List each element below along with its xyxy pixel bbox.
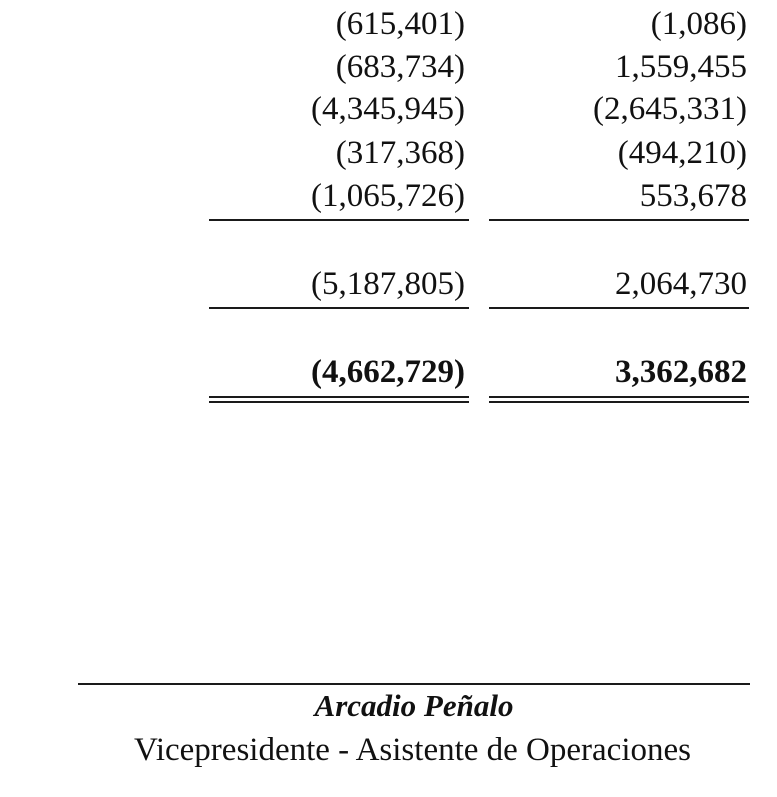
rule-col-1-b bbox=[209, 307, 469, 309]
row-2-col-1: (683,734) bbox=[335, 49, 465, 85]
total-col-1: (4,662,729) bbox=[311, 354, 465, 390]
row-4-col-2: (494,210) bbox=[617, 135, 747, 171]
row-2-col-2: 1,559,455 bbox=[615, 49, 747, 85]
row-5-col-1: (1,065,726) bbox=[311, 178, 465, 214]
double-rule-col-2 bbox=[489, 396, 749, 403]
row-1-col-1: (615,401) bbox=[335, 6, 465, 42]
row-4-col-1: (317,368) bbox=[335, 135, 465, 171]
total-col-2: 3,362,682 bbox=[615, 354, 747, 390]
double-rule-col-1 bbox=[209, 396, 469, 403]
rule-col-2-b bbox=[489, 307, 749, 309]
rule-col-1-a bbox=[209, 219, 469, 221]
row-1-col-2: (1,086) bbox=[650, 6, 747, 42]
subtotal-col-2: 2,064,730 bbox=[615, 266, 747, 302]
rule-col-2-a bbox=[489, 219, 749, 221]
row-5-col-2: 553,678 bbox=[639, 178, 747, 214]
subtotal-col-1: (5,187,805) bbox=[311, 266, 465, 302]
signatory-title: Vicepresidente - Asistente de Operaciones bbox=[134, 732, 691, 768]
row-3-col-1: (4,345,945) bbox=[311, 91, 465, 127]
signature-line bbox=[78, 683, 750, 685]
signatory-name: Arcadio Peñalo bbox=[314, 688, 514, 723]
row-3-col-2: (2,645,331) bbox=[593, 91, 747, 127]
